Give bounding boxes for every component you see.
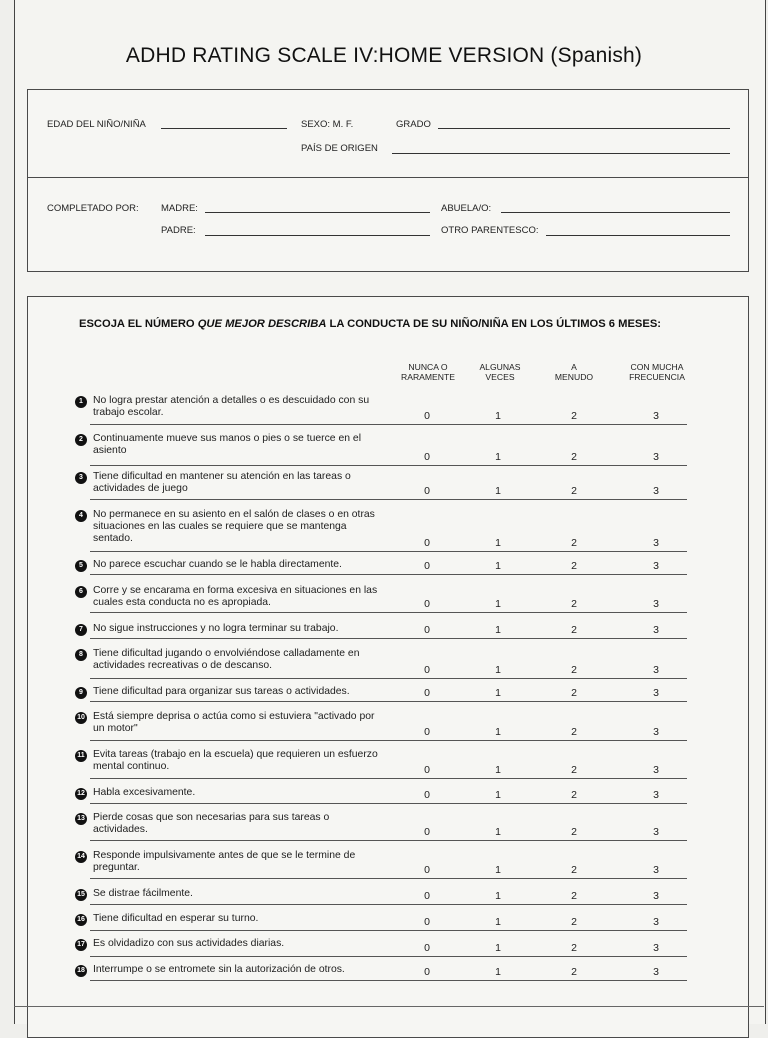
rating-option[interactable]: 3 — [653, 687, 659, 699]
rating-option[interactable]: 3 — [653, 789, 659, 801]
grade-label: GRADO — [396, 119, 431, 130]
completed-by-label: COMPLETADO POR: — [47, 203, 139, 214]
column-header-often: A MENUDO — [554, 362, 594, 382]
rating-option[interactable]: 3 — [653, 485, 659, 497]
rating-option[interactable]: 1 — [495, 410, 501, 422]
sex-label: SEXO: M. F. — [301, 119, 354, 130]
rating-option[interactable]: 2 — [571, 537, 577, 549]
item-text: No logra prestar atención a detalles o es descuidado con su trabajo escolar. — [93, 395, 370, 418]
rating-option[interactable]: 3 — [653, 966, 659, 978]
rating-option[interactable]: 0 — [424, 560, 430, 572]
rating-option[interactable]: 0 — [424, 826, 430, 838]
item-rule — [90, 840, 687, 841]
rating-option[interactable]: 3 — [653, 451, 659, 463]
item-text: No permanece en su asiento en el salón de clases o en otras situaciones en las cuales se requiere que se mantenga sentado. — [93, 509, 375, 544]
rating-option[interactable]: 0 — [424, 764, 430, 776]
item-text: Se distrae fácilmente. — [93, 888, 193, 899]
rating-option[interactable]: 0 — [424, 451, 430, 463]
rating-option[interactable]: 3 — [653, 864, 659, 876]
rating-option[interactable]: 2 — [571, 726, 577, 738]
rating-option[interactable]: 1 — [495, 598, 501, 610]
age-field[interactable] — [161, 128, 287, 129]
mother-label: MADRE: — [161, 203, 198, 214]
item-text: Evita tareas (trabajo en la escuela) que requieren un esfuerzo mental continuo. — [93, 749, 378, 772]
item-text: Está siempre deprisa o actúa como si estuviera "activado por un motor" — [93, 711, 375, 734]
item-rule — [90, 980, 687, 981]
item-number-badge: 16 — [75, 914, 87, 926]
rating-option[interactable]: 1 — [495, 864, 501, 876]
rating-option[interactable]: 3 — [653, 598, 659, 610]
item-rule — [90, 740, 687, 741]
item-number-badge: 13 — [75, 813, 87, 825]
item-text: Tiene dificultad en esperar su turno. — [93, 913, 259, 924]
item-number-badge: 4 — [75, 510, 87, 522]
rating-option[interactable]: 3 — [653, 916, 659, 928]
rating-option[interactable]: 2 — [571, 864, 577, 876]
item-rule — [90, 678, 687, 679]
rating-option[interactable]: 3 — [653, 560, 659, 572]
rating-option[interactable]: 0 — [424, 537, 430, 549]
child-info-section — [27, 89, 749, 272]
item-text: Tiene dificultad para organizar sus tareas o actividades. — [93, 686, 350, 697]
rating-option[interactable]: 0 — [424, 485, 430, 497]
item-text: Pierde cosas que son necesarias para sus tareas o actividades. — [93, 812, 330, 835]
rating-option[interactable]: 1 — [495, 916, 501, 928]
rating-option[interactable]: 0 — [424, 624, 430, 636]
rating-option[interactable]: 1 — [495, 451, 501, 463]
rating-option[interactable]: 2 — [571, 890, 577, 902]
item-number-badge: 3 — [75, 472, 87, 484]
father-label: PADRE: — [161, 225, 196, 236]
item-text: Es olvidadizo con sus actividades diarias. — [93, 938, 285, 949]
rating-option[interactable]: 2 — [571, 826, 577, 838]
item-rule — [90, 551, 687, 552]
rating-option[interactable]: 2 — [571, 410, 577, 422]
rating-option[interactable]: 3 — [653, 624, 659, 636]
rating-option[interactable]: 2 — [571, 598, 577, 610]
rating-option[interactable]: 0 — [424, 726, 430, 738]
item-rule — [90, 956, 687, 957]
item-rule — [90, 499, 687, 500]
rating-option[interactable]: 1 — [495, 687, 501, 699]
country-field[interactable] — [392, 153, 730, 154]
rating-option[interactable]: 1 — [495, 764, 501, 776]
item-number-badge: 8 — [75, 649, 87, 661]
column-header-very-often: CON MUCHA FRECUENCIA — [629, 362, 685, 382]
rating-option[interactable]: 3 — [653, 726, 659, 738]
item-number-badge: 2 — [75, 434, 87, 446]
item-rule — [90, 612, 687, 613]
item-text: Responde impulsivamente antes de que se le termine de preguntar. — [93, 850, 356, 873]
rating-option[interactable]: 1 — [495, 624, 501, 636]
item-number-badge: 1 — [75, 396, 87, 408]
rating-option[interactable]: 2 — [571, 624, 577, 636]
country-label: PAÍS DE ORIGEN — [301, 143, 378, 154]
rating-option[interactable]: 2 — [571, 966, 577, 978]
item-rule — [90, 803, 687, 804]
column-header-sometimes: ALGUNAS VECES — [479, 362, 521, 382]
item-rule — [90, 930, 687, 931]
rating-option[interactable]: 3 — [653, 890, 659, 902]
instructions-prefix: ESCOJA EL NÚMERO — [79, 318, 198, 330]
rating-option[interactable]: 3 — [653, 410, 659, 422]
rating-option[interactable]: 2 — [571, 451, 577, 463]
grade-field[interactable] — [438, 128, 730, 129]
rating-option[interactable]: 1 — [495, 789, 501, 801]
rating-option[interactable]: 2 — [571, 916, 577, 928]
item-number-badge: 18 — [75, 965, 87, 977]
rating-option[interactable]: 1 — [495, 942, 501, 954]
rating-option[interactable]: 1 — [495, 966, 501, 978]
item-rule — [90, 638, 687, 639]
instructions-suffix: LA CONDUCTA DE SU NIÑO/NIÑA EN LOS ÚLTIMOS 6 MESES: — [326, 318, 662, 330]
rating-option[interactable]: 2 — [571, 764, 577, 776]
item-number-badge: 7 — [75, 624, 87, 636]
item-text: Interrumpe o se entromete sin la autorización de otros. — [93, 964, 345, 975]
rating-option[interactable]: 1 — [495, 560, 501, 572]
item-text: Habla excesivamente. — [93, 787, 196, 798]
item-rule — [90, 878, 687, 879]
item-text: No parece escuchar cuando se le habla directamente. — [93, 559, 342, 570]
rating-option[interactable]: 1 — [495, 826, 501, 838]
bottom-divider — [14, 1006, 764, 1007]
rating-option[interactable]: 1 — [495, 726, 501, 738]
rating-option[interactable]: 0 — [424, 916, 430, 928]
other-relative-label: OTRO PARENTESCO: — [441, 225, 539, 236]
instructions-emphasis: QUE MEJOR DESCRIBA — [197, 318, 327, 330]
item-rule — [90, 465, 687, 466]
item-number-badge: 17 — [75, 939, 87, 951]
rating-option[interactable]: 0 — [424, 864, 430, 876]
rating-option[interactable]: 3 — [653, 664, 659, 676]
rating-option[interactable]: 0 — [424, 687, 430, 699]
rating-option[interactable]: 3 — [653, 537, 659, 549]
father-field[interactable] — [205, 235, 430, 236]
instructions — [79, 318, 661, 330]
form-title: ADHD RATING SCALE IV:HOME VERSION (Spanish) — [125, 44, 643, 67]
item-rule — [90, 424, 687, 425]
other-relative-field[interactable] — [546, 235, 730, 236]
item-number-badge: 15 — [75, 889, 87, 901]
item-text: Continuamente mueve sus manos o pies o se tuerce en el asiento — [93, 433, 362, 456]
item-number-badge: 10 — [75, 712, 87, 724]
rating-option[interactable]: 0 — [424, 942, 430, 954]
item-rule — [90, 778, 687, 779]
rating-option[interactable]: 3 — [653, 942, 659, 954]
rating-option[interactable]: 2 — [571, 789, 577, 801]
rating-option[interactable]: 0 — [424, 966, 430, 978]
rating-option[interactable]: 3 — [653, 826, 659, 838]
rating-option[interactable]: 2 — [571, 664, 577, 676]
rating-option[interactable]: 1 — [495, 664, 501, 676]
rating-option[interactable]: 0 — [424, 789, 430, 801]
item-number-badge: 9 — [75, 687, 87, 699]
grandparent-label: ABUELA/O: — [441, 203, 492, 214]
item-number-badge: 6 — [75, 586, 87, 598]
item-text: Tiene dificultad en mantener su atención en las tareas o actividades de juego — [93, 471, 351, 494]
item-rule — [90, 701, 687, 702]
age-label: EDAD DEL NIÑO/NIÑA — [47, 119, 146, 130]
rating-option[interactable]: 2 — [571, 560, 577, 572]
rating-option[interactable]: 0 — [424, 410, 430, 422]
item-number-badge: 14 — [75, 851, 87, 863]
item-text: Tiene dificultad jugando o envolviéndose calladamente en actividades recreativas o de descanso. — [93, 648, 360, 671]
rating-option[interactable]: 2 — [571, 687, 577, 699]
item-text: No sigue instrucciones y no logra terminar su trabajo. — [93, 623, 339, 634]
rating-option[interactable]: 3 — [653, 764, 659, 776]
rating-option[interactable]: 1 — [495, 890, 501, 902]
rating-option[interactable]: 0 — [424, 890, 430, 902]
mother-field[interactable] — [205, 212, 430, 213]
rating-option[interactable]: 2 — [571, 942, 577, 954]
rating-option[interactable]: 2 — [571, 485, 577, 497]
item-text: Corre y se encarama en forma excesiva en situaciones en las cuales esta conducta no es apropiada. — [93, 585, 378, 608]
section-divider — [28, 177, 748, 178]
grandparent-field[interactable] — [501, 212, 730, 213]
item-rule — [90, 904, 687, 905]
column-header-never: NUNCA O RARAMENTE — [401, 362, 455, 382]
item-number-badge: 12 — [75, 788, 87, 800]
item-number-badge: 11 — [75, 750, 87, 762]
item-rule — [90, 574, 687, 575]
rating-option[interactable]: 0 — [424, 598, 430, 610]
item-number-badge: 5 — [75, 560, 87, 572]
rating-option[interactable]: 1 — [495, 485, 501, 497]
rating-option[interactable]: 1 — [495, 537, 501, 549]
rating-option[interactable]: 0 — [424, 664, 430, 676]
